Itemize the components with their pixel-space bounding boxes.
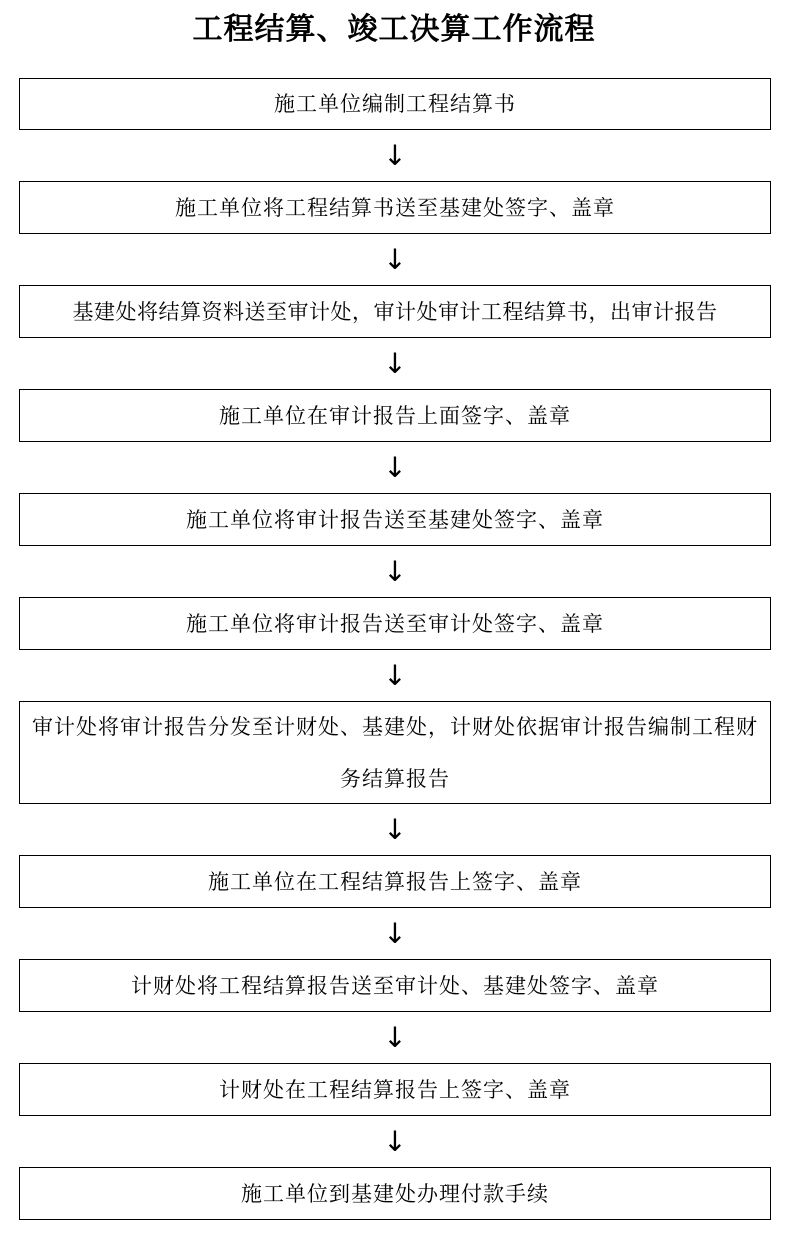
step-10-box <box>19 1063 771 1116</box>
arrow-down-icon: ↓ <box>383 1021 407 1054</box>
arrow-down-icon: ↓ <box>383 917 407 950</box>
step-3-text: 基建处将结算资料送至审计处，审计处审计工程结算书，出审计报告 <box>72 299 718 324</box>
arrow-down-icon: ↓ <box>383 555 407 588</box>
step-7-box <box>19 701 771 804</box>
step-6-box <box>19 597 771 650</box>
arrow-down-icon: ↓ <box>383 451 407 484</box>
step-2-box <box>19 181 771 234</box>
step-9-text: 计财处将工程结算报告送至审计处、基建处签字、盖章 <box>131 973 659 998</box>
step-3-box <box>19 285 771 338</box>
step-10-text: 计财处在工程结算报告上签字、盖章 <box>219 1077 571 1102</box>
step-7-text: 审计处将审计报告分发至计财处、基建处，计财处依据审计报告编制工程财务结算报告 <box>32 714 758 791</box>
step-5-box <box>19 493 771 546</box>
arrow-down-icon: ↓ <box>383 1125 407 1158</box>
step-11-text: 施工单位到基建处办理付款手续 <box>241 1181 549 1206</box>
arrow-down-icon: ↓ <box>383 813 407 846</box>
step-8-box <box>19 855 771 908</box>
arrow-down-icon: ↓ <box>383 139 407 172</box>
step-8-text: 施工单位在工程结算报告上签字、盖章 <box>208 869 582 894</box>
step-1-box <box>19 78 771 130</box>
step-11-box <box>19 1167 771 1220</box>
step-4-box <box>19 389 771 442</box>
arrow-down-icon: ↓ <box>383 659 407 692</box>
step-6-text: 施工单位将审计报告送至审计处签字、盖章 <box>186 611 604 636</box>
step-1-text: 施工单位编制工程结算书 <box>274 92 516 116</box>
step-2-text: 施工单位将工程结算书送至基建处签字、盖章 <box>175 195 615 220</box>
page-title: 工程结算、竣工决算工作流程 <box>192 12 596 47</box>
step-9-box <box>19 959 771 1012</box>
step-4-text: 施工单位在审计报告上面签字、盖章 <box>219 403 571 428</box>
step-5-text: 施工单位将审计报告送至基建处签字、盖章 <box>186 507 604 532</box>
arrow-down-icon: ↓ <box>383 243 407 276</box>
arrow-down-icon: ↓ <box>383 347 407 380</box>
